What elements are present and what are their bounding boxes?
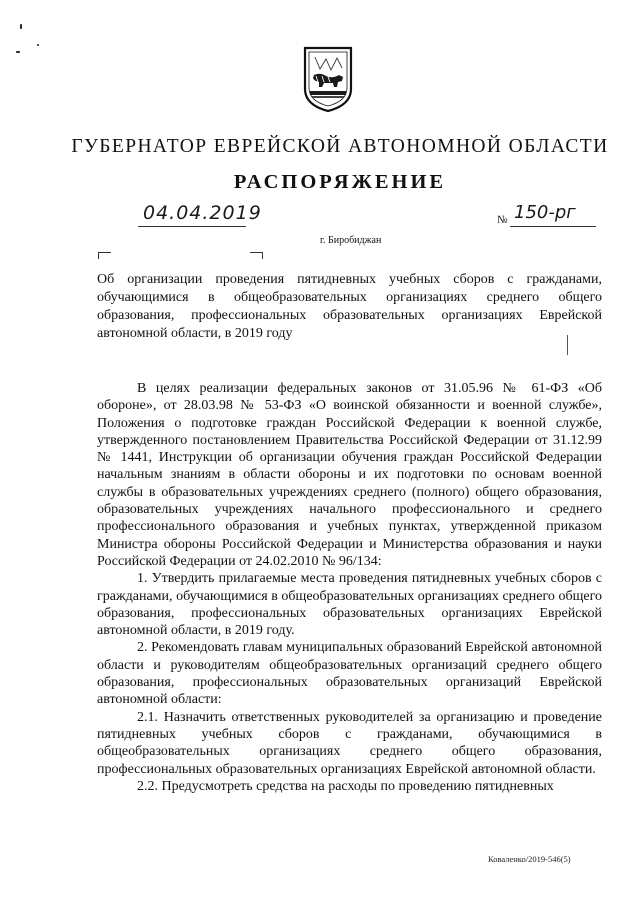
number-underline xyxy=(510,226,596,227)
document-body xyxy=(97,380,602,795)
preamble-paragraph: В целях реализации федеральных законов от 31.05.96 № 61-ФЗ «Об обороне», от 28.03.98 № 53-ФЗ «О воинской обязанности и военной службе», Положения о подготовке граждан Российской Федерации к военной службе, утвержденного постановлением Правительства Российской Федерации от 31.12.99 № 1441, Инструкции об организации обучения граждан Российской Федерации начальным знаниям в области обороны и их подготовки по основам военной службы в образовательных учреждениях среднего (полного) общего образования, образовательных учреждениях начального профессионального и среднего профессионального образования и учебных пунктах, утвержденной приказом Министра обороны Российской Федерации и Министерства образования и науки Российской Федерации от 24.02.2010 № 96/134: xyxy=(97,381,602,569)
scan-speck xyxy=(16,51,20,53)
scan-speck xyxy=(37,44,39,46)
date-underline xyxy=(138,226,246,227)
document-subject: Об организации проведения пятидневных учебных сборов с гражданами, обучающимися в общеобразовательных организациях среднего общего образования, профессиональных образовательных организациях Еврейской автономной области, в 2019 году xyxy=(97,272,602,341)
document-type-title: РАСПОРЯЖЕНИЕ xyxy=(233,171,447,193)
scan-speck xyxy=(20,24,22,29)
coat-of-arms-icon xyxy=(302,45,354,113)
document-number: 150-рг xyxy=(514,202,576,223)
footer-reference-code: Коваленко/2019-546(5) xyxy=(488,854,571,864)
item-2-2-paragraph: 2.2. Предусмотреть средства на расходы по проведению пятидневных xyxy=(137,778,554,794)
number-prefix: № xyxy=(497,214,508,226)
issuing-authority-heading: ГУБЕРНАТОР ЕВРЕЙСКОЙ АВТОНОМНОЙ ОБЛАСТИ xyxy=(71,136,609,157)
issue-city: г. Биробиджан xyxy=(320,235,382,246)
item-1-paragraph: 1. Утвердить прилагаемые места проведения пятидневных учебных сборов с гражданами, обучающимися в общеобразовательных организациях среднего общего образования, профессиональных образовательных организациях Еврейской автономной области, в 2019 году. xyxy=(97,571,602,639)
item-2-1-paragraph: 2.1. Назначить ответственных руководителей за организацию и проведение пятидневных учебных сборов с гражданами, обучающимися в общеобразовательных организациях среднего общего образования, профессиональных образовательных организациях Еврейской автономной области. xyxy=(97,709,602,777)
subject-corner-right xyxy=(250,252,263,259)
item-2-paragraph: 2. Рекомендовать главам муниципальных образований Еврейской автономной области и руководителям общеобразовательных организаций среднего общего образования, профессиональных образовательных организаций Еврейской автономной области: xyxy=(97,640,602,708)
subject-corner-left xyxy=(98,252,111,259)
document-date: 04.04.2019 xyxy=(143,202,262,224)
